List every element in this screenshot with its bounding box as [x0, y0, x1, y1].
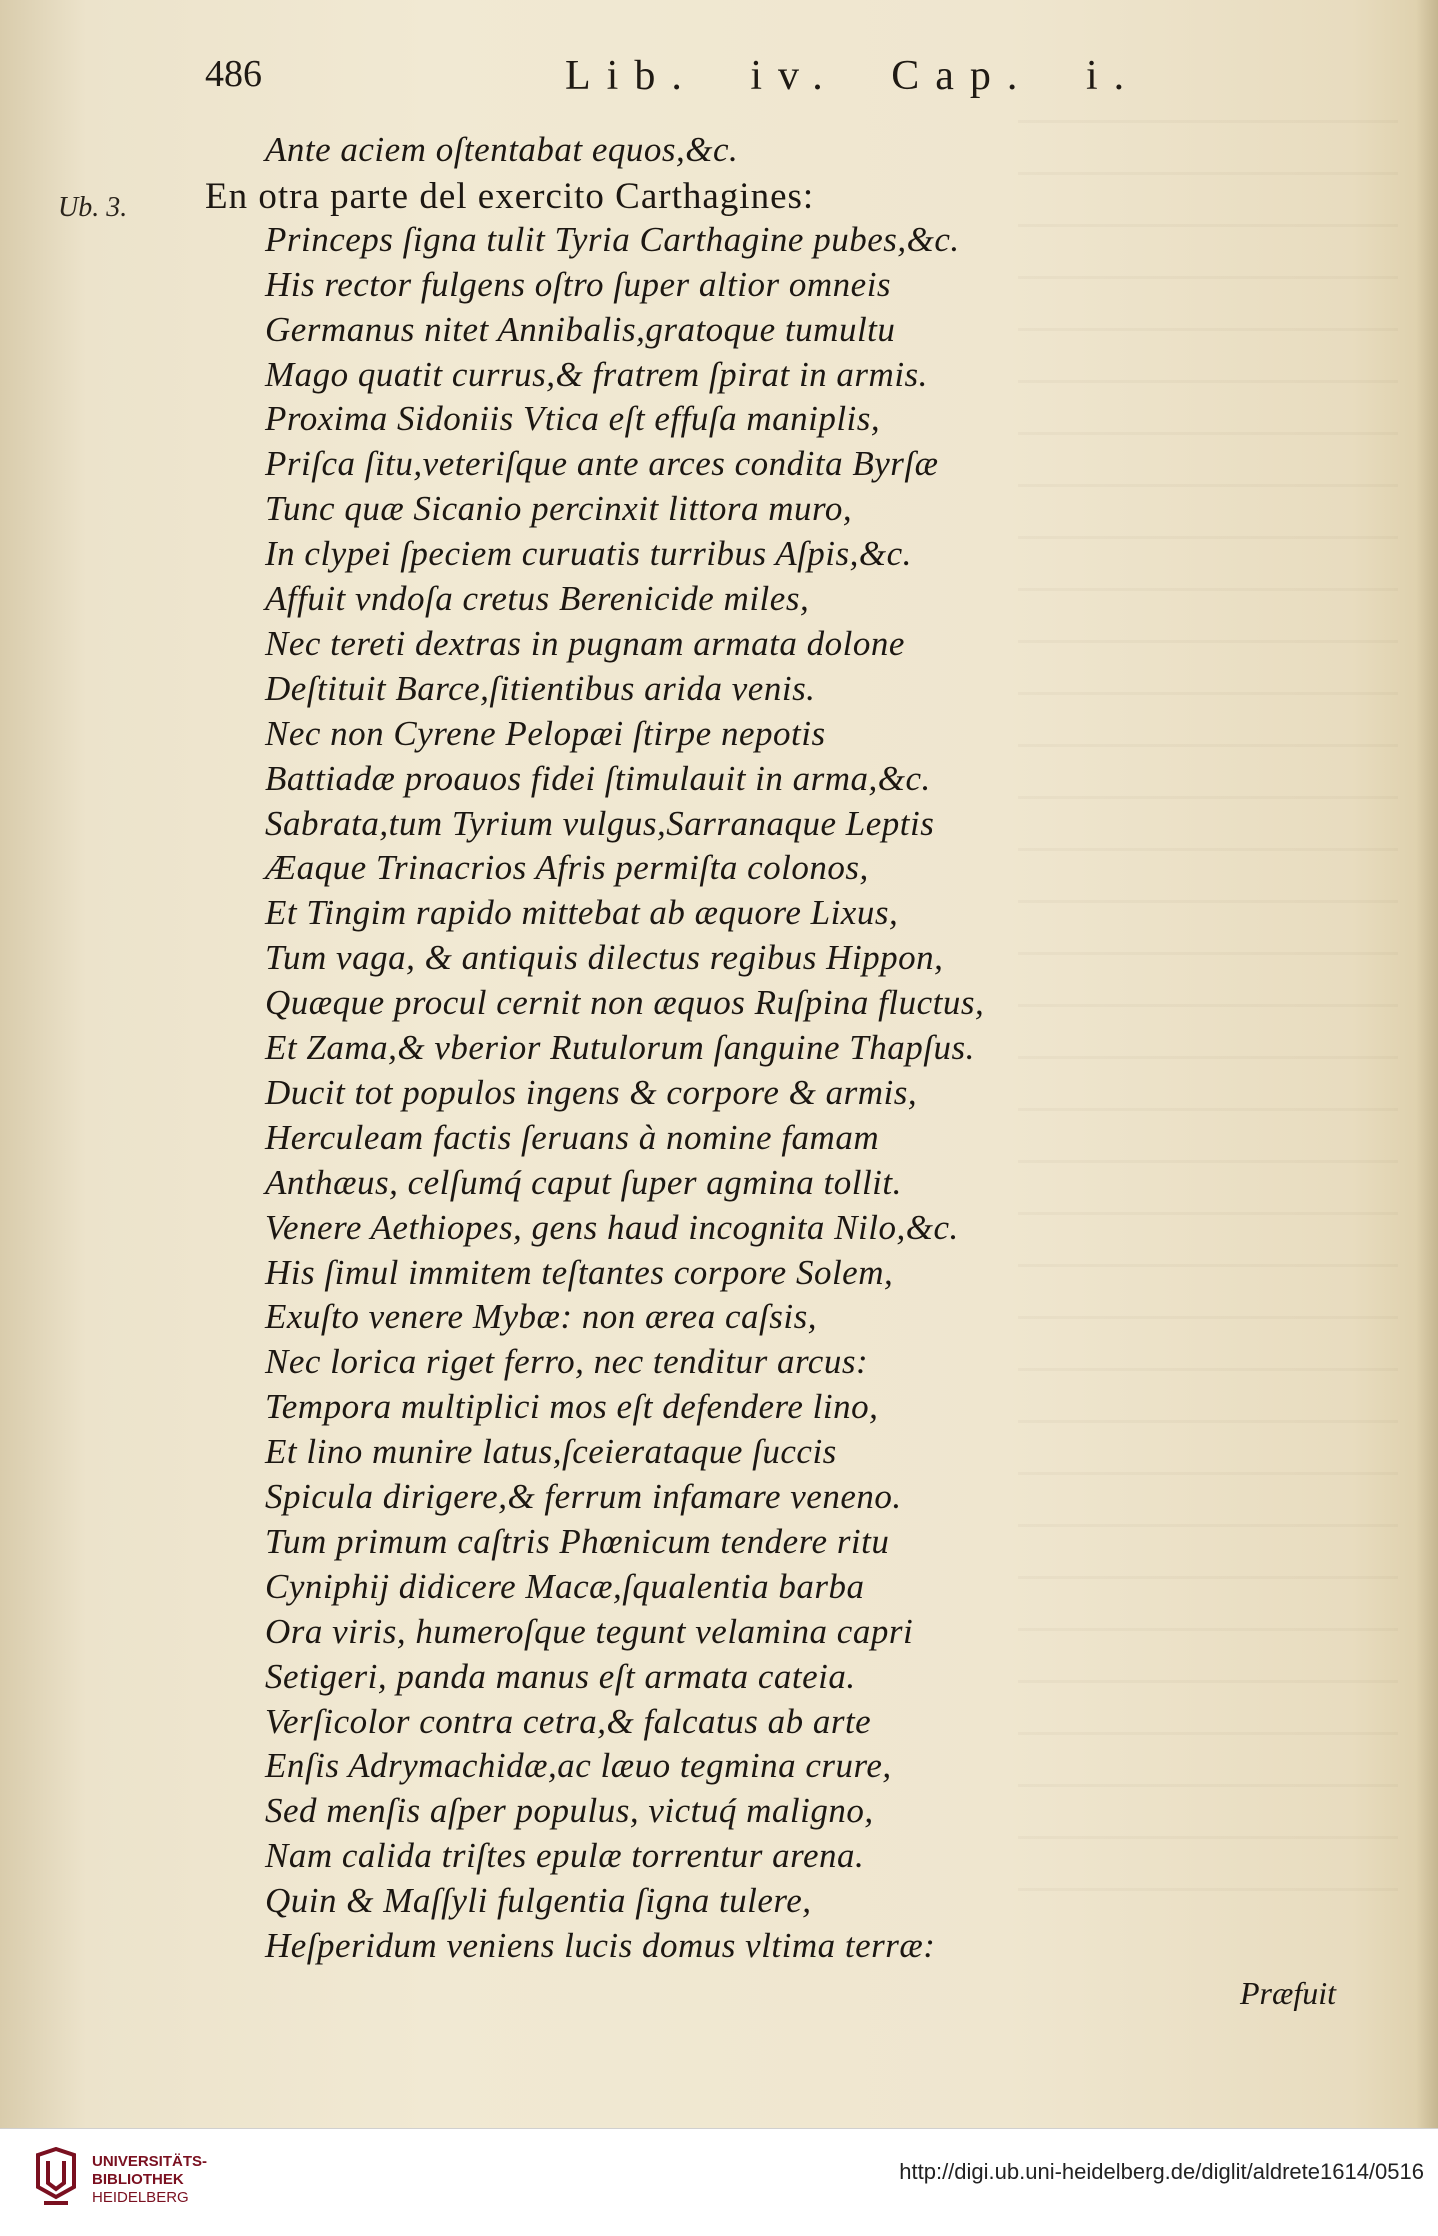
running-title — [565, 52, 1166, 100]
text-line: Nec lorica riget ferro, nec tenditur arcus: — [265, 1342, 869, 1382]
text-line: Ante aciem oſtentabat equos,&c. — [265, 130, 739, 169]
text-line: Et lino munire latus,ſceierataque ſuccis — [265, 1432, 837, 1472]
library-logo-icon — [34, 2147, 78, 2217]
text-line: In clypei ſpeciem curuatis turribus Aſpis,&c. — [265, 534, 912, 574]
text-line: Nec tereti dextras in pugnam armata dolone — [265, 623, 905, 663]
text-line: Verſicolor contra cetra,& falcatus ab arte — [265, 1701, 872, 1741]
text-line: Germanus nitet Annibalis,gratoque tumultu — [265, 309, 896, 349]
text-line: Æaque Trinacrios Afris permiſta colonos, — [265, 848, 869, 888]
text-line: Ora viris, humeroſque tegunt velamina capri — [265, 1611, 914, 1651]
catchword: Præfuit — [1240, 1975, 1337, 2011]
text-line: Cyniphij didicere Macæ,ſqualentia barba — [265, 1566, 865, 1606]
text-line: Spicula dirigere,& ferrum infamare veneno. — [265, 1477, 902, 1516]
text-line: Nec non Cyrene Pelopæi ſtirpe nepotis — [265, 713, 826, 753]
text-line: Tunc quæ Sicanio percinxit littora muro, — [265, 489, 853, 529]
text-line: Tum primum caſtris Phœnicum tendere ritu — [265, 1521, 890, 1561]
running-title-part: Cap. — [891, 53, 1034, 99]
text-line: Deſtituit Barce,ſitientibus arida venis. — [265, 668, 816, 708]
text-line: Ducit tot populos ingens & corpore & armis, — [265, 1072, 918, 1112]
text-line: En otra parte del exercito Carthagines: — [205, 175, 815, 217]
text-line: Et Zama,& vberior Rutulorum ſanguine Thapſus. — [265, 1028, 975, 1067]
text-line: Priſca ſitu,veteriſque ante arces condita Byrſæ — [265, 444, 939, 484]
library-name-line: HEIDELBERG — [92, 2189, 189, 2206]
running-title-part: i. — [1085, 53, 1141, 99]
text-line: Exuſto venere Mybæ: non ærea caſsis, — [265, 1297, 817, 1337]
text-line: Venere Aethiopes, gens haud incognita Nilo,&c. — [265, 1207, 959, 1247]
text-line: Proxima Sidoniis Vtica eſt effuſa maniplis, — [265, 399, 881, 439]
viewer-footer — [0, 2128, 1438, 2236]
text-line: His rector fulgens oſtro ſuper altior omneis — [265, 264, 892, 304]
running-title-part: Lib. — [565, 53, 698, 99]
page-header — [205, 52, 1141, 112]
text-line: Tum vaga, & antiquis dilectus regibus Hippon, — [265, 938, 944, 978]
text-line: Battiadæ proauos fidei ſtimulauit in arma,&c. — [265, 758, 931, 798]
show-through-texture — [1018, 120, 1398, 1920]
text-line: Sabrata,tum Tyrium vulgus,Sarranaque Leptis — [265, 803, 935, 843]
text-line: Nam calida triſtes epulæ torrentur arena. — [265, 1836, 865, 1876]
library-name-line: BIBLIOTHEK — [92, 2171, 184, 2188]
text-line: Mago quatit currus,& fratrem ſpirat in armis. — [265, 354, 928, 394]
text-line: Quin & Maſſyli fulgentia ſigna tulere, — [265, 1881, 812, 1921]
page-edge-shadow — [1416, 0, 1438, 2128]
page-url-link[interactable]: http://digi.ub.uni-heidelberg.de/diglit/aldrete1614/0516 — [899, 2159, 1424, 2184]
text-line: Princeps ſigna tulit Tyria Carthagine pubes,&c. — [265, 219, 960, 259]
library-name — [92, 2153, 207, 2207]
running-title-part: iv. — [750, 53, 839, 99]
text-line: Quæque procul cernit non æquos Ruſpina fluctus, — [265, 983, 985, 1023]
text-line: Setigeri, panda manus eſt armata cateia. — [265, 1656, 856, 1696]
marginal-note: Ub. 3. — [58, 192, 128, 223]
text-line: Anthæus, celſumq́ caput ſuper agmina tollit. — [265, 1162, 902, 1202]
text-line: Sed menſis aſper populus, victuq́ malignο, — [265, 1791, 874, 1831]
text-line: His ſimul immitem teſtantes corpore Solem, — [265, 1252, 894, 1292]
text-line: Affuit vndoſa cretus Berenicide miles, — [265, 579, 810, 618]
text-line: Enſis Adrymachidæ,ac læuo tegmina crure, — [265, 1746, 892, 1786]
text-line: Et Tingim rapido mittebat ab æquore Lixus, — [265, 893, 899, 933]
text-line: Heſperidum veniens lucis domus vltima terræ: — [265, 1926, 936, 1965]
text-line: Herculeam factis ſeruans à nomine famam — [265, 1117, 880, 1157]
text-line: Tempora multiplici mos eſt defendere lino, — [265, 1387, 879, 1427]
folio-number: 486 — [205, 53, 262, 95]
library-name-line: UNIVERSITÄTS- — [92, 2153, 208, 2170]
